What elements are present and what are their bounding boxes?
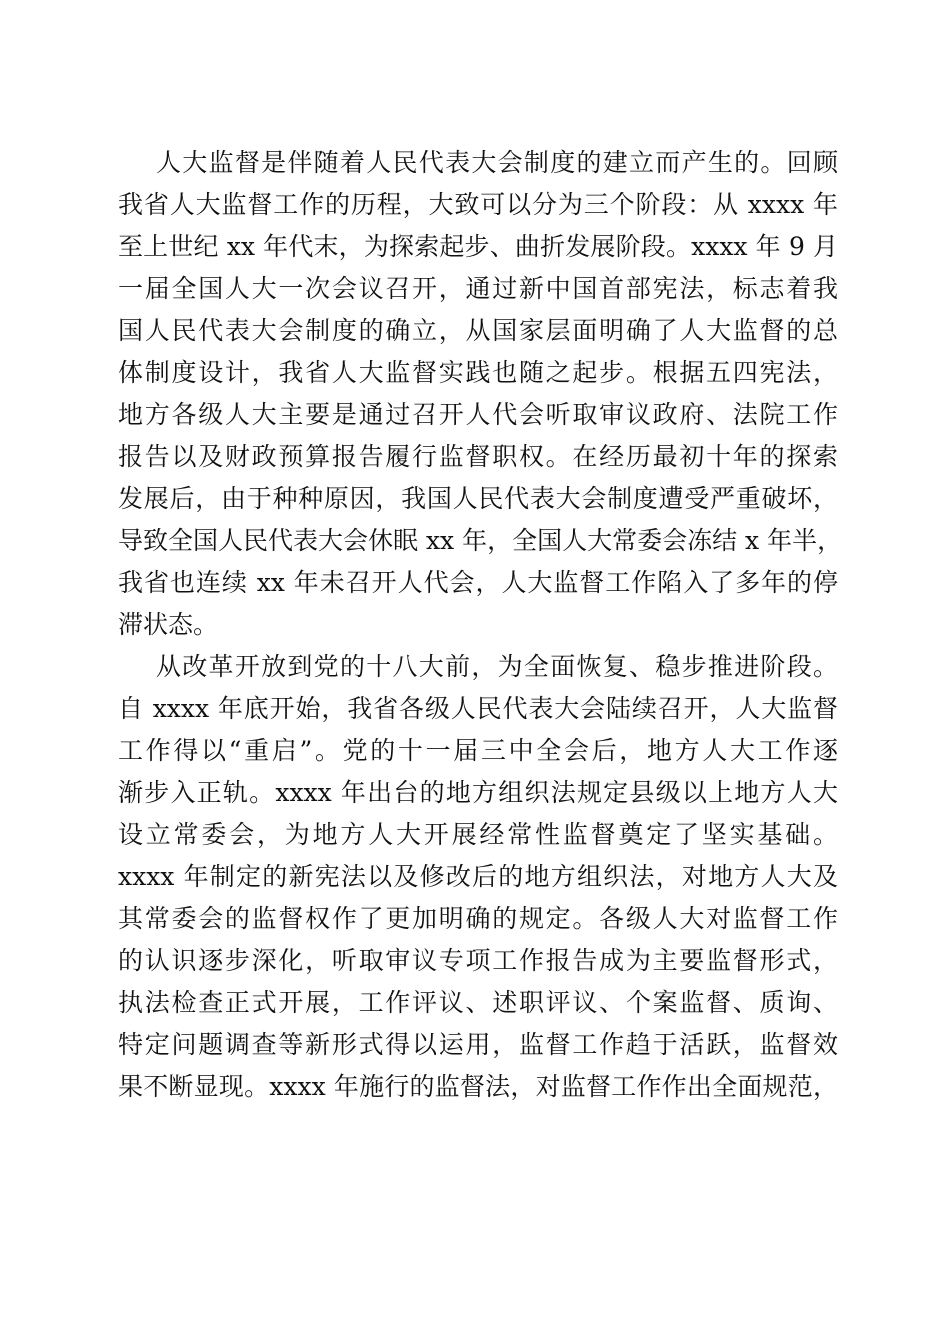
text-line: 特定问题调查等新形式得以运用，监督工作趋于活跃，监督效 xyxy=(118,1030,838,1059)
text-line: 我省人大监督工作的历程，大致可以分为三个阶段：从 xxxx 年 xyxy=(118,190,838,219)
paragraph-1 xyxy=(118,142,843,646)
text-line: 执法检查正式开展，工作评议、述职评议、个案监督、质询、 xyxy=(118,988,838,1017)
text-line: 从改革开放到党的十八大前，为全面恢复、稳步推进阶段。 xyxy=(156,652,838,681)
body-text xyxy=(118,142,843,1108)
text-line: 自 xxxx 年底开始，我省各级人民代表大会陆续召开，人大监督 xyxy=(118,694,838,723)
text-line: 渐步入正轨。xxxx 年出台的地方组织法规定县级以上地方人大 xyxy=(118,778,838,807)
text-line: 地方各级人大主要是通过召开人代会听取审议政府、法院工作 xyxy=(118,400,838,429)
text-line: 我省也连续 xx 年未召开人代会，人大监督工作陷入了多年的停 xyxy=(118,568,838,597)
text-line: 设立常委会，为地方人大开展经常性监督奠定了坚实基础。 xyxy=(118,820,838,849)
text-line: 工作得以“重启”。党的十一届三中全会后，地方人大工作逐 xyxy=(118,736,838,765)
text-line: 国人民代表大会制度的确立，从国家层面明确了人大监督的总 xyxy=(118,316,838,345)
text-line: 报告以及财政预算报告履行监督职权。在经历最初十年的探索 xyxy=(118,442,838,471)
paragraph-2 xyxy=(118,646,838,1108)
text-line: 的认识逐步深化，听取审议专项工作报告成为主要监督形式， xyxy=(118,946,838,975)
text-line: 体制度设计，我省人大监督实践也随之起步。根据五四宪法， xyxy=(118,358,838,387)
text-line: 导致全国人民代表大会休眠 xx 年，全国人大常委会冻结 x 年半， xyxy=(118,526,843,555)
text-line: 一届全国人大一次会议召开，通过新中国首部宪法，标志着我 xyxy=(118,274,838,303)
text-line: 果不断显现。xxxx 年施行的监督法，对监督工作作出全面规范， xyxy=(118,1072,838,1101)
text-line: 其常委会的监督权作了更加明确的规定。各级人大对监督工作 xyxy=(118,904,838,933)
text-line: 至上世纪 xx 年代末，为探索起步、曲折发展阶段。xxxx 年 9 月 xyxy=(118,232,838,261)
text-line: xxxx 年制定的新宪法以及修改后的地方组织法，对地方人大及 xyxy=(118,862,838,891)
text-line: 发展后，由于种种原因，我国人民代表大会制度遭受严重破坏， xyxy=(118,484,838,513)
text-line: 滞状态。 xyxy=(118,610,219,639)
text-line: 人大监督是伴随着人民代表大会制度的建立而产生的。回顾 xyxy=(156,148,838,177)
